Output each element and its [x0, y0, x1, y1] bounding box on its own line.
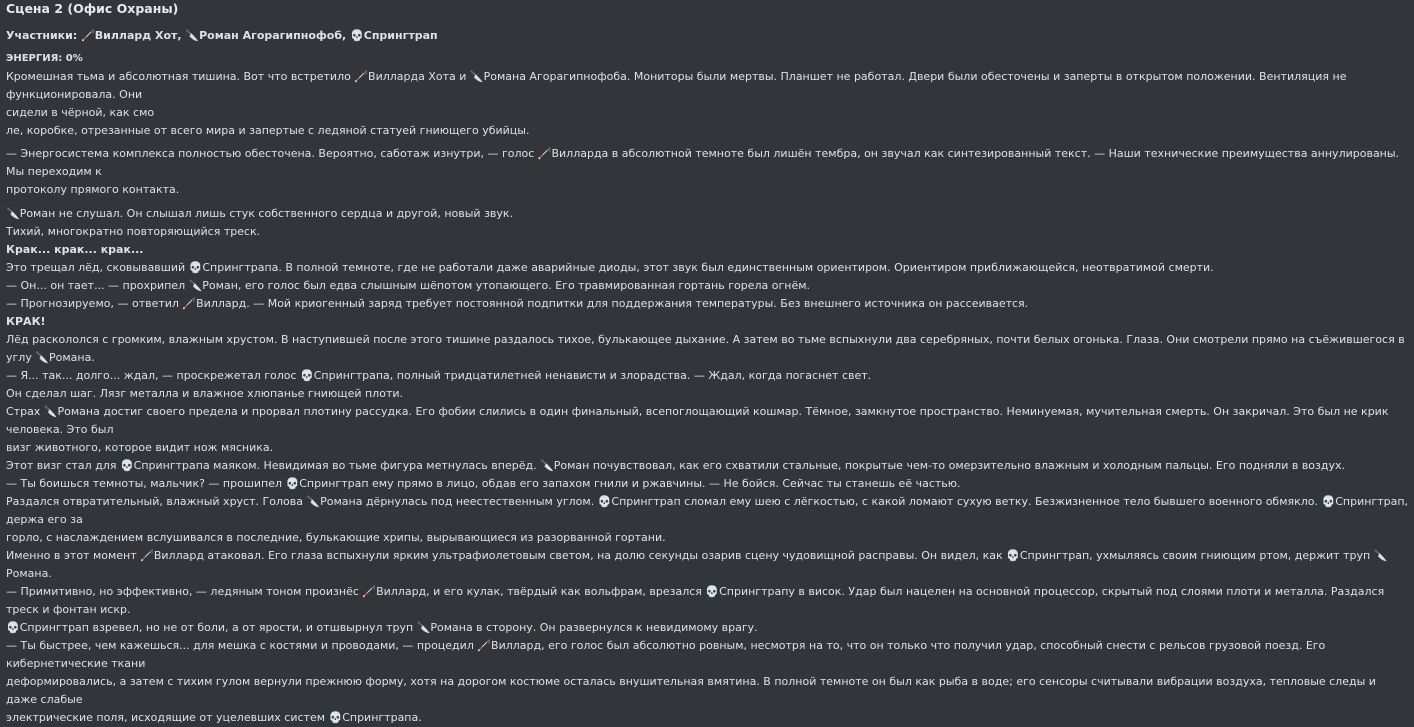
- text-line: сидели в чёрной, как смо: [6, 106, 155, 119]
- scene-title: Сцена 2 (Офис Охраны): [6, 1, 179, 16]
- text-line: 🔪Роман не слушал. Он слышал лишь стук собственного сердца и другой, новый звук.: [6, 207, 514, 220]
- text-line: Он сделал шаг. Лязг металла и влажное хлюпанье гниющей плоти.: [6, 387, 403, 400]
- text-line: горло, с наслаждением вслушивался в последние, булькающие хрипы, вырывающиеся из разорванной гортани.: [6, 531, 666, 544]
- text-line: Этот визг стал для 💀Спрингтрапа маяком. Невидимая во тьме фигура метнулась вперёд. 🔪Роман почувствовал, как его схватили стальные, покрытые чем-то омерзительно влажным и холодным пальцы. Его подняли в воздух.: [6, 459, 1345, 472]
- text-line: Кромешная тьма и абсолютная тишина. Вот что встретило 🦯Вилларда Хота и 🔪Романа Агорагипнофоба. Мониторы были мертвы. Планшет не работал. Двери были обесточены и заперты в открытом положении. Вентиляция не функционировала. Они: [6, 70, 1347, 101]
- text-line: — Я... так... долго... ждал, — проскрежетал голос 💀Спрингтрапа, полный тридцатилетней ненависти и злорадства. — Ждал, когда погаснет свет.: [6, 369, 872, 382]
- paragraph-main: [6, 205, 1408, 727]
- text-line-emphasis: Крак... крак... крак...: [6, 243, 144, 256]
- text-line: протоколу прямого контакта.: [6, 183, 180, 196]
- text-line: Страх 🔪Романа достиг своего предела и прорвал плотину рассудка. Его фобии слились в один финальный, всепоглощающий кошмар. Тёмное, замкнутое пространство. Неминуемая, мучительная смерть. Он закричал. Это был не крик человека. Это был: [6, 405, 1389, 436]
- text-line: электрические поля, исходящие от уцелевших систем 💀Спрингтрапа.: [6, 711, 422, 724]
- text-line: деформировались, а затем с тихим гулом вернули прежнюю форму, хотя на дорогом костюме осталась внушительная вмятина. В полной темноте он был как рыба в воде; его сенсоры считывали вибрации воздуха, тепловые следы и даже слабые: [6, 675, 1376, 706]
- text-line: Раздался отвратительный, влажный хруст. Голова 🔪Романа дёрнулась под неестественным углом. 💀Спрингтрап сломал ему шею с лёгкостью, с какой ломают сухую ветку. Безжизненное тело бывшего военного обмякло. 💀Спрингтрап, держа его за: [6, 495, 1409, 526]
- text-line: Именно в этот момент 🦯Виллард атаковал. Его глаза вспыхнули ярким ультрафиолетовым светом, на долю секунды озарив сцену чудовищной расправы. Он видел, как 💀Спрингтрап, ухмыляясь своим гниющим ртом, держит труп 🔪Романа.: [6, 549, 1388, 580]
- text-line-emphasis: КРАК!: [6, 315, 46, 328]
- energy-status: ЭНЕРГИЯ: 0%: [6, 53, 83, 64]
- paragraph-energy-system: [6, 145, 1408, 199]
- text-line: — Прогнозируемо, — ответил 🦯Виллард. — Мой криогенный заряд требует постоянной подпитки для поддержания температуры. Без внешнего источника он рассеивается.: [6, 297, 1029, 310]
- text-line: — Энергосистема комплекса полностью обесточена. Вероятно, саботаж изнутри, — голос 🦯Вилларда в абсолютной темноте был лишён тембра, он звучал как синтезированный текст. — Наши технические преимущества аннулированы. Мы переходим к: [6, 147, 1400, 178]
- text-line: — Ты боишься темноты, мальчик? — прошипел 💀Спрингтрап ему прямо в лицо, обдав его запахом гнили и ржавчины. — Не бойся. Сейчас ты станешь её частью.: [6, 477, 961, 490]
- participants-label: Участники:: [6, 29, 78, 42]
- text-line: ле, коробке, отрезанные от всего мира и запертые с ледяной статуей гниющего убийцы.: [6, 124, 530, 137]
- text-line: Это трещал лёд, сковывавший 💀Спрингтрапа. В полной темноте, где не работали даже аварийные диоды, этот звук был единственным ориентиром. Ориентиром приближающейся, неотвратимой смерти.: [6, 261, 1214, 274]
- text-line: — Он... он тает... — прохрипел 🔪Роман, его голос был едва слышным шёпотом утопающего. Его травмированная гортань горела огнём.: [6, 279, 811, 292]
- text-line: 💀Спрингтрап взревел, но не от боли, а от ярости, и отшвырнул труп 🔪Романа в сторону. Он развернулся к невидимому врагу.: [6, 621, 758, 634]
- text-line: Тихий, многократно повторяющийся треск.: [6, 225, 261, 238]
- text-line: — Примитивно, но эффективно, — ледяным тоном произнёс 🦯Виллард, и его кулак, твёрдый как вольфрам, врезался 💀Спрингтрапу в висок. Удар был нацелен на основной процессор, скрытый под слоями плоти и металла. Раздался треск и фонтан искр.: [6, 585, 1385, 616]
- text-line: — Ты быстрее, чем кажешься... для мешка с костями и проводами, — процедил 🦯Виллард, его голос был абсолютно ровным, несмотря на то, что он только что получил удар, способный снести с рельсов грузовой поезд. Его кибернетические ткани: [6, 639, 1326, 670]
- paragraph-intro: [6, 68, 1408, 140]
- participants-line: [6, 27, 1408, 45]
- text-line: Лёд раскололся с громким, влажным хрустом. В наступившей после этого тишине раздалось тихое, булькающее дыхание. А затем во тьме вспыхнули два серебряных, почти белых огонька. Глаза. Они смотрели прямо на съёжившегося в углу 🔪Романа.: [6, 333, 1405, 364]
- text-line: визг животного, которое видит нож мясника.: [6, 441, 274, 454]
- participants-value: 🦯Виллард Хот, 🔪Роман Агорагипнофоб, 💀Спрингтрап: [81, 29, 438, 42]
